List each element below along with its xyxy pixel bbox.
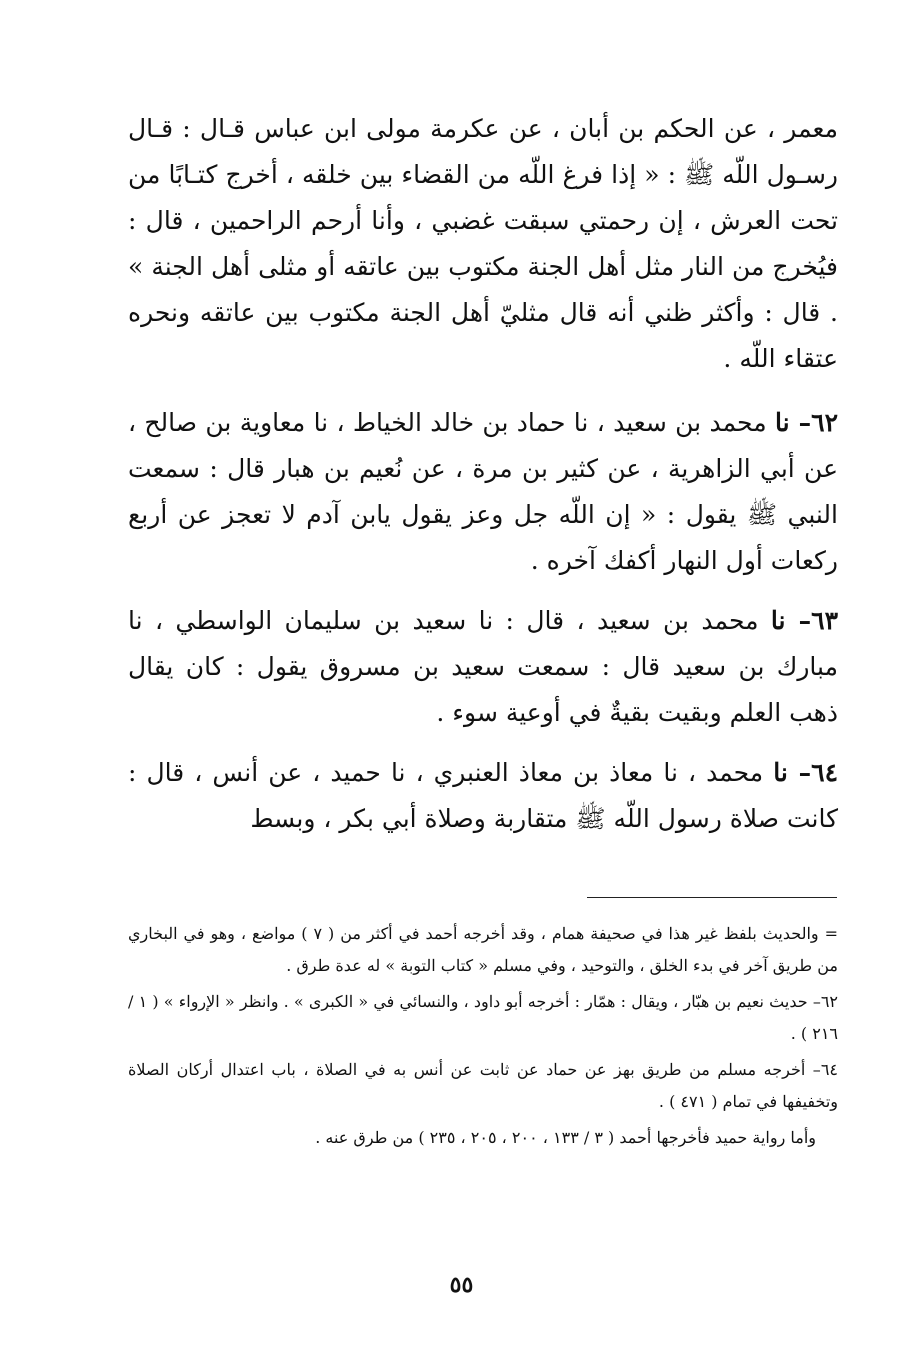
hadith-number-62: ٦٢– نا (774, 408, 838, 437)
footnote-62: ٦٢– حديث نعيم بن هبّار ، ويقال : همّار : أخرجه أبو داود ، والنسائي في « الكبرى » . وانظر « الإرواء » ( ١ / ٢١٦ ) . (128, 992, 839, 1043)
footnote-64-continuation: وأما رواية حميد فأخرجها أحمد ( ٣ / ١٣٣ ، ٢٠٠ ، ٢٠٥ ، ٢٣٥ ) من طرق عنه . (315, 1128, 816, 1147)
paragraph-hadith-62 (128, 400, 838, 584)
hadith-number-64: ٦٤– نا (773, 758, 839, 787)
page-number: ٥٥ (449, 1272, 474, 1298)
paragraph-hadith-61-continuation: معمر ، عن الحكم بن أبان ، عن عكرمة مولى ابن عباس قـال : قـال رسـول اللّه ﷺ : « إذا فرغ اللّه من القضاء بين خلقه ، أخرج كتـابًا من تحت العرش ، إن رحمتي سبقت غضبي ، وأنا أرحم الراحمين ، قال : فيُخرج من النار مثل أهل الجنة مكتوب بين عاتقه أو مثلى أهل الجنة » . قال : وأكثر ظني أنه قال مثليّ أهل الجنة مكتوب بين عاتقه ونحره عتقاء اللّه . (128, 114, 838, 373)
paragraph-hadith-64 (128, 750, 838, 842)
paragraph-hadith-63 (128, 598, 838, 736)
hadith-63-text: محمد بن سعيد ، قال : نا سعيد بن سليمان الواسطي ، نا مبارك بن سعيد قال : سمعت سعيد بن مسروق يقول : كان يقال ذهب العلم وبقيت بقيةٌ في أوعية سوء . (128, 606, 838, 727)
footnote-continuation: = والحديث بلفظ غير هذا في صحيفة همام ، وقد أخرجه أحمد في أكثر من ( ٧ ) مواضع ، وهو في البخاري من طريق آخر في بدء الخلق ، والتوحيد ، وفي مسلم « كتاب التوبة » له عدة طرق . (128, 924, 838, 975)
footnotes (128, 918, 838, 1158)
hadith-number-63: ٦٣– نا (770, 606, 839, 635)
hadith-62-text: محمد بن سعيد ، نا حماد بن خالد الخياط ، نا معاوية بن صالح ، عن أبي الزاهرية ، عن كثير بن مرة ، عن نُعيم بن هبار قال : سمعت النبي ﷺ يقول : « إن اللّه جل وعز يقول يابن آدم لا تعجز عن أربع ركعات أول النهار أكفك آخره . (128, 408, 838, 575)
main-text (128, 106, 838, 856)
footnote-divider (587, 897, 837, 898)
hadith-64-text: محمد ، نا معاذ بن معاذ العنبري ، نا حميد ، عن أنس ، قال : كانت صلاة رسول اللّه ﷺ متقاربة وصلاة أبي بكر ، وبسط (128, 758, 838, 833)
footnote-64: ٦٤– أخرجه مسلم من طريق بهز عن حماد عن ثابت عن أنس به في الصلاة ، باب اعتدال أركان الصلاة وتخفيفها في تمام ( ٤٧١ ) . (128, 1060, 838, 1111)
